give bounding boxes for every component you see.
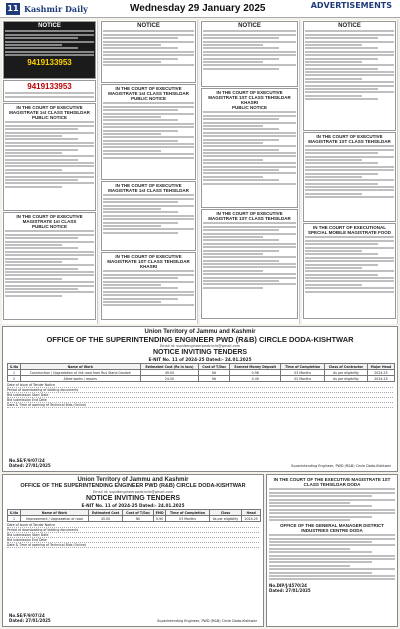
col-header: Time of Completion	[166, 510, 209, 516]
phone-number-2: 9419133953	[27, 82, 72, 91]
col-header: Cost of T/Doc	[123, 510, 154, 516]
ut-heading: Union Territory of Jammu and Kashmir	[77, 477, 189, 483]
special-title: IN THE COURT OF EXECUTIONAL SPECIAL MOBILE MAGISTRATE FOOD	[307, 225, 392, 235]
column-2	[100, 20, 198, 324]
court-notice	[201, 88, 298, 208]
court-title: IN THE COURT OF EXECUTIVE MAGISTRATE 1ST CLASS TEHSILDAR KHASRI	[208, 90, 291, 105]
cell: As per eligibility	[324, 376, 367, 382]
section-title	[311, 2, 392, 9]
court-title: IN THE COURT OF THE EXECUTIVE MAGISTRATE 1ST CLASS TEHSILDAR DODA	[273, 477, 391, 487]
court-notice	[3, 103, 96, 211]
court-title: IN THE COURT OF EXECUTIVE MAGISTRATE 1st CLASS TEHSILDAR	[108, 86, 189, 96]
signature: Superintending Engineer, PWD (R&B) Circle Doda-Kishtwar	[291, 464, 391, 468]
section-label: ADVERTISEMENTS	[310, 1, 392, 10]
cell: Nil	[123, 516, 154, 522]
notice	[303, 21, 396, 131]
schedule-item: Period of downloading of bidding documents	[7, 528, 259, 533]
ref-number: No.SE/F/9/07/24	[9, 613, 45, 618]
cell: 03 Months	[166, 516, 209, 522]
ref-date: Dated: 27/01/2025	[9, 618, 51, 623]
nit-heading: NOTICE INVITING TENDERS	[152, 349, 248, 356]
cell: 02 Months	[281, 376, 325, 382]
office-title: OFFICE OF THE GENERAL MANAGER DISTRICT INDUSTRIES CENTRE DODA	[280, 522, 384, 533]
court-notice	[101, 84, 196, 180]
nit-heading: NOTICE INVITING TENDERS	[85, 495, 181, 502]
col-header: Time of Completion	[281, 364, 325, 370]
col-header: Cost of T/Doc	[199, 364, 230, 370]
court-notice-3	[101, 252, 196, 320]
ref-number: No.DIP/J/4570/24	[269, 583, 307, 589]
col-header: Major Head	[367, 364, 394, 370]
table-row	[8, 516, 261, 522]
cell: 0.98	[230, 370, 281, 376]
col-header: Estimated Cost (Rs in lacs)	[140, 364, 199, 370]
court-title-2: IN THE COURT OF EXECUTIVE MAGISTRATE 1st CLASS	[16, 214, 83, 224]
schedule-item: Date & Time of opening of Technical Bids (Online)	[7, 403, 393, 408]
ref-date: Dated: 27/01/2025	[269, 588, 311, 594]
signature: Superintending Engineer, PWD (R&B) Circle Doda-Kishtwar	[157, 619, 257, 623]
court-title-3: IN THE COURT OF EXECUTIVE MAGISTRATE 1ST CLASS TEHSILDAR KHASRI	[107, 254, 190, 269]
page-date: Wednesday 29 January 2025	[130, 3, 266, 14]
notice-heading: PUBLIC NOTICE	[130, 96, 166, 101]
phone-number: 9419133953	[27, 57, 72, 67]
ad-text	[5, 30, 94, 56]
cell: 2024-25	[367, 376, 394, 382]
cell: Nil	[199, 376, 230, 382]
col-header: Estimated Cost	[88, 510, 122, 516]
column-1	[2, 20, 98, 324]
cell: 0.49	[230, 376, 281, 382]
tender-notice-2	[2, 474, 264, 627]
ref-number: No.SE/F/9/07/24	[9, 458, 45, 463]
col-header: Earnest Money Deposit	[230, 364, 281, 370]
reference	[9, 613, 51, 623]
notice-heading-2: PUBLIC NOTICE	[31, 224, 67, 229]
newspaper-logo: Kashmir Daily	[24, 4, 88, 14]
cell: 45.00	[88, 516, 122, 522]
tender-schedule	[7, 383, 393, 408]
schedule-item: Date & Time of opening of Technical Bids (Online)	[7, 543, 259, 548]
schedule-item: Bid submission Start Date	[7, 533, 259, 538]
cell: 03 Months	[281, 370, 325, 376]
cell: Nil	[199, 370, 230, 376]
cell: 49.00	[140, 370, 199, 376]
col-header: EMD	[153, 510, 166, 516]
cell: 2024-25	[242, 516, 261, 522]
tender-table	[7, 363, 395, 382]
col-header: Name of Work	[21, 364, 141, 370]
ad-title: NOTICE	[38, 23, 61, 29]
cell: Allied works / repairs	[21, 376, 141, 382]
tender-schedule	[7, 523, 259, 548]
cell: As per eligibility	[209, 516, 242, 522]
tender-table	[7, 509, 261, 522]
office-address: Email id: supdtengineerpwdcircle@gmail.com	[159, 344, 241, 348]
office-heading: OFFICE OF THE SUPERINTENDING ENGINEER PWD (R&B) CIRCLE DODA-KISHTWAR	[46, 335, 354, 344]
cell: 0.90	[153, 516, 166, 522]
notice-heading: PUBLIC NOTICE	[231, 105, 267, 110]
col-header: S.No	[8, 364, 21, 370]
notice-title: NOTICE	[238, 23, 261, 29]
column-4	[302, 20, 398, 324]
court-title-2: IN THE COURT OF EXECUTIVE MAGISTRATE 1st CLASS TEHSILDAR	[108, 183, 189, 193]
ut-heading: Union Territory of Jammu and Kashmir	[144, 329, 256, 335]
classified-ad-2	[3, 80, 96, 102]
office-address: Email id: supdtengineerpwdcircle@gmail.com	[92, 490, 174, 494]
column-3	[200, 20, 300, 324]
schedule-item: Bid submission End Date	[7, 398, 393, 403]
cell: Construction / Upgradation of link road from Bus Stand Gandoh	[21, 370, 141, 376]
ref-date: Dated: 27/01/2025	[9, 463, 51, 468]
notice-title: NOTICE	[338, 23, 361, 29]
court-notice-2	[201, 209, 298, 319]
col-header: Name of Work	[20, 510, 88, 516]
court-title: IN THE COURT OF EXECUTIVE MAGISTRATE 1st CLASS TEHSILDAR	[9, 105, 90, 115]
notice-title: NOTICE	[137, 23, 160, 29]
cell: 1	[8, 370, 21, 376]
nit-number: E-NIT No. 11 of 2024-25 Dated:- 24.01.2025	[148, 357, 252, 362]
reference	[9, 458, 51, 468]
cell: 2	[8, 376, 21, 382]
nit-number: E-NIT No. 11 of 2024-25 Dated:- 24.01.2025	[81, 503, 185, 508]
cell: 1	[8, 516, 21, 522]
col-header: Class	[209, 510, 242, 516]
notice	[201, 21, 298, 87]
col-header: Head	[242, 510, 261, 516]
schedule-item: Date of Issue of Tender Notice	[7, 523, 259, 528]
col-header: S.No	[8, 510, 21, 516]
schedule-item: Period of downloading of bidding documents	[7, 388, 393, 393]
court-notice	[303, 132, 396, 222]
cell: 2024-25	[367, 370, 394, 376]
cell: 24.50	[140, 376, 199, 382]
cell: Improvement / Upgradation of road	[20, 516, 88, 522]
side-notice	[266, 474, 398, 627]
reference	[269, 583, 395, 593]
masthead	[0, 0, 400, 18]
schedule-item: Date of Issue of Tender Notice	[7, 383, 393, 388]
classified-ad	[3, 21, 96, 79]
schedule-item: Bid submission End Date	[7, 538, 259, 543]
schedule-item: Bid submission Start Date	[7, 393, 393, 398]
court-notice-2	[101, 181, 196, 251]
page-number: 11	[7, 4, 19, 13]
court-title: IN THE COURT OF EXECUTIVE MAGISTRATE 1ST CLASS TEHSILDAR	[308, 134, 391, 144]
office-heading: OFFICE OF THE SUPERINTENDING ENGINEER PWD (R&B) CIRCLE DODA-KISHTWAR	[20, 483, 246, 489]
col-header: Class of Contractor	[324, 364, 367, 370]
notice-heading: PUBLIC NOTICE	[31, 115, 67, 120]
court-title-2: IN THE COURT OF EXECUTIVE MAGISTRATE 1ST CLASS TEHSILDAR	[208, 211, 291, 221]
court-notice-2	[3, 212, 96, 320]
table-row	[8, 376, 395, 382]
notice	[101, 21, 196, 83]
cell: As per eligibility	[324, 370, 367, 376]
special-notice	[303, 223, 396, 319]
tender-notice-1	[2, 326, 398, 472]
